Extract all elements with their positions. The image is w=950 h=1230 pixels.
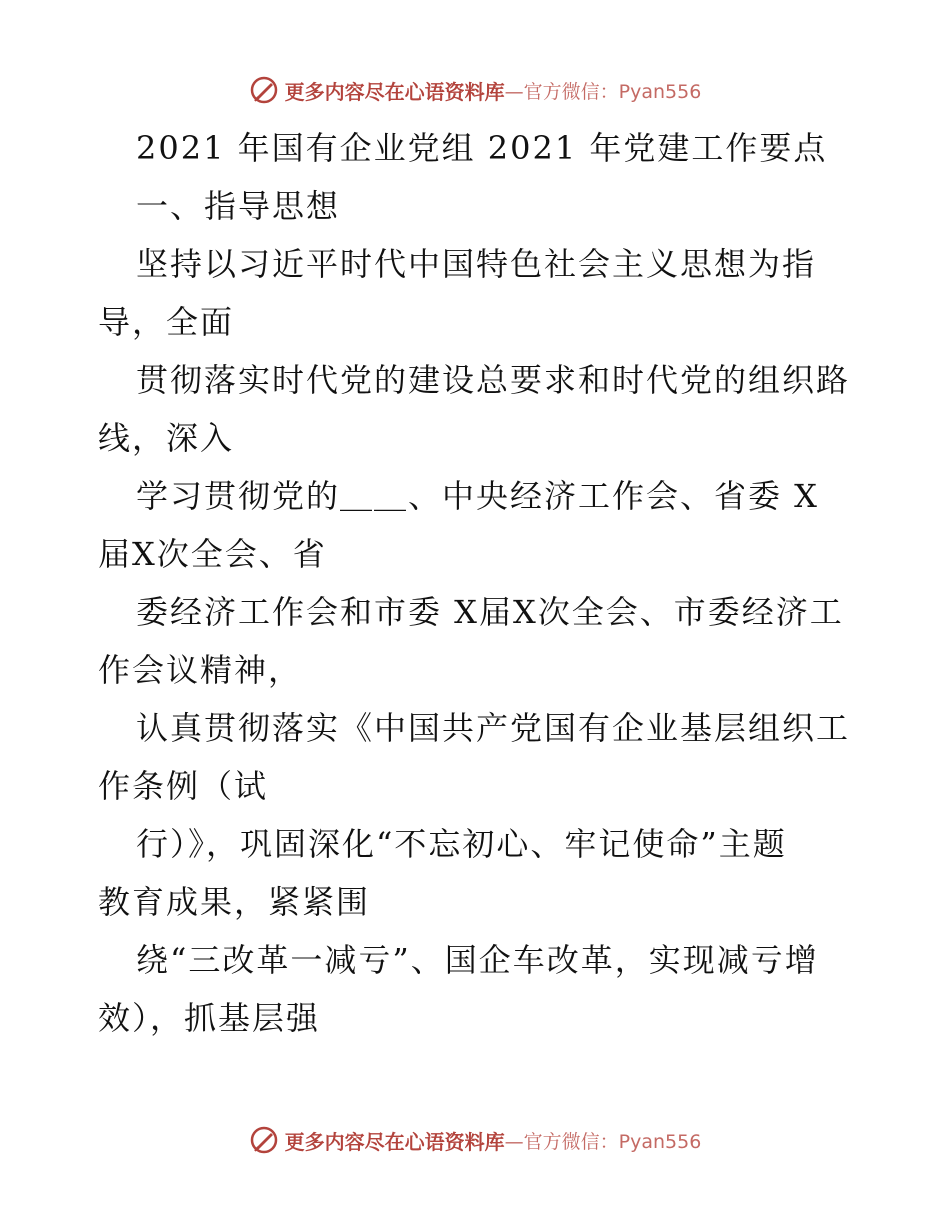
paragraph-line: 绕“三改革一减亏”、国企车改革，实现减亏增 xyxy=(136,941,819,979)
document-body xyxy=(98,119,858,1047)
banner-contact: —官方微信：Pyan556 xyxy=(504,1130,702,1153)
footer-banner xyxy=(0,1120,950,1160)
paragraph-line: 行）》，巩固深化“不忘初心、牢记使命”主题 xyxy=(136,825,787,863)
document-title: 2021 年国有企业党组 2021 年党建工作要点 xyxy=(136,129,828,167)
quill-logo-icon xyxy=(249,75,279,105)
paragraph-line: 委经济工作会和市委 X届X次全会、市委经济工 xyxy=(136,593,844,631)
quill-logo-icon xyxy=(249,1125,279,1155)
section-heading: 一、指导思想 xyxy=(136,187,341,225)
paragraph-line: 作条例（试 xyxy=(98,767,269,805)
paragraph-line: 届X次全会、省 xyxy=(98,535,327,573)
paragraph-line: 效），抓基层强 xyxy=(98,999,321,1037)
paragraph-line: 认真贯彻落实《中国共产党国有企业基层组织工 xyxy=(136,709,851,747)
paragraph-line: 线，深入 xyxy=(98,419,235,457)
paragraph-line: 坚持以习近平时代中国特色社会主义思想为指 xyxy=(136,245,817,283)
paragraph-line: 学习贯彻党的＿＿、中央经济工作会、省委 X xyxy=(136,477,819,515)
paragraph-line: 导，全面 xyxy=(98,303,235,341)
banner-text: 更多内容尽在心语资料库 xyxy=(284,79,505,104)
paragraph-line: 贯彻落实时代党的建设总要求和时代党的组织路 xyxy=(136,361,851,399)
paragraph-line: 作会议精神， xyxy=(98,651,303,689)
banner-text: 更多内容尽在心语资料库 xyxy=(284,1129,505,1154)
banner-contact: —官方微信：Pyan556 xyxy=(504,80,702,103)
header-banner xyxy=(0,70,950,110)
paragraph-line: 教育成果，紧紧围 xyxy=(98,883,371,921)
